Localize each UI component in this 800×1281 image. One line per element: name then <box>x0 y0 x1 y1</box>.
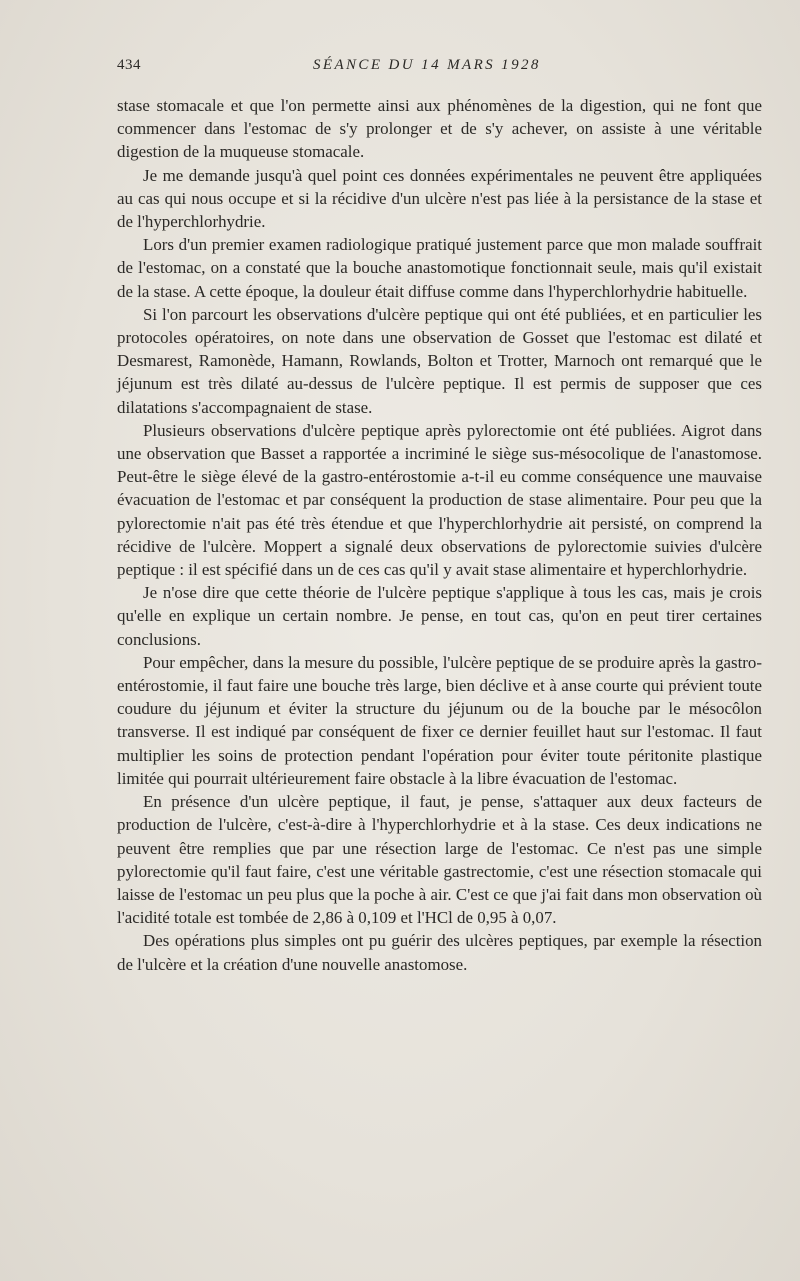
paragraph: Lors d'un premier examen radiologique pratiqué justement parce que mon malade souffrait de l'estomac, on a constaté que la bouche anastomotique fonctionnait seule, mais qu'il existait de la stase. A cette époque, la douleur était diffuse comme dans l'hyperchlorhydrie habituelle. <box>117 235 762 301</box>
paragraph: Si l'on parcourt les observations d'ulcère peptique qui ont été publiées, et en particulier les protocoles opératoires, on note dans une observation de Gosset que l'estomac est dilaté et Desmarest, Ramonède, Hamann, Rowlands, Bolton et Trotter, Marnoch ont remarqué que le jéjunum est très dilaté au-dessus de l'ulcère peptique. Il est permis de supposer que ces dilatations s'accompagnaient de stase. <box>117 304 762 417</box>
paragraph: Plusieurs observations d'ulcère peptique après pylorectomie ont été publiées. Aigrot dans une observation que Basset a rapportée a incriminé le siège sus-mésocolique de l'anastomose. Peut-être le siège élevé de la gastro-entérostomie a-t-il eu comme conséquence une mauvaise évacuation de l'estomac et par conséquent la production de stase alimentaire. Pour peu que la pylorectomie n'ait pas été très étendue et que l'hyperchlorhydrie ait persisté, on comprend la récidive de l'ulcère. Moppert a signalé deux observations de pylorectomie suivies d'ulcère peptique : il est spécifié dans un de ces cas qu'il y avait stase alimentaire et hyperchlorhydrie. <box>117 420 762 580</box>
paragraph: En présence d'un ulcère peptique, il faut, je pense, s'attaquer aux deux facteurs de production de l'ulcère, c'est-à-dire à l'hyperchlorhydrie et à la stase. Ces deux indications ne peuvent être remplies que par une résection large de l'estomac. Ce n'est pas une simple pylorectomie qu'il faut faire, c'est une véritable gastrectomie, c'est une résection stomacale qui laisse de l'estomac un peu plus que la poche à air. C'est ce que j'ai fait dans mon observation où l'acidité totale est tombée de 2,86 à 0,109 et l'HCl de 0,95 à 0,07. <box>117 792 762 928</box>
page-number: 434 <box>117 57 141 73</box>
paragraph: Des opérations plus simples ont pu guérir des ulcères peptiques, par exemple la résection de l'ulcère et la création d'une nouvelle anastomose. <box>117 931 762 974</box>
paragraph: Pour empêcher, dans la mesure du possible, l'ulcère peptique de se produire après la gastro-entérostomie, il faut faire une bouche très large, bien déclive et à anse courte qui prévient toute coudure du jéjunum et éviter la structure du jéjunum ou de la bouche par le mésocôlon transverse. Il est indiqué par conséquent de fixer ce dernier feuillet haut sur l'estomac. Il faut multiplier les soins de protection pendant l'opération pour éviter toute péritonite plastique limitée qui pourrait ultérieurement faire obstacle à la libre évacuation de l'estomac. <box>117 652 762 788</box>
body-text <box>117 94 762 976</box>
paragraph: stase stomacale et que l'on permette ainsi aux phénomènes de la digestion, qui ne font que commencer dans l'estomac de s'y prolonger et de s'y achever, on assiste à une véritable digestion de la muqueuse stomacale. <box>117 96 762 162</box>
paragraph: Je me demande jusqu'à quel point ces données expérimentales ne peuvent être appliquées au cas qui nous occupe et si la récidive d'un ulcère n'est pas liée à la persistance de la stase et de l'hyperchlorhydrie. <box>117 165 762 232</box>
running-title: SÉANCE DU 14 MARS 1928 <box>313 57 541 73</box>
paragraph: Je n'ose dire que cette théorie de l'ulcère peptique s'applique à tous les cas, mais je crois qu'elle en explique un certain nombre. Je pense, en tout cas, qu'on en peut tirer certaines conclusions. <box>117 583 762 649</box>
page-header <box>117 57 762 81</box>
